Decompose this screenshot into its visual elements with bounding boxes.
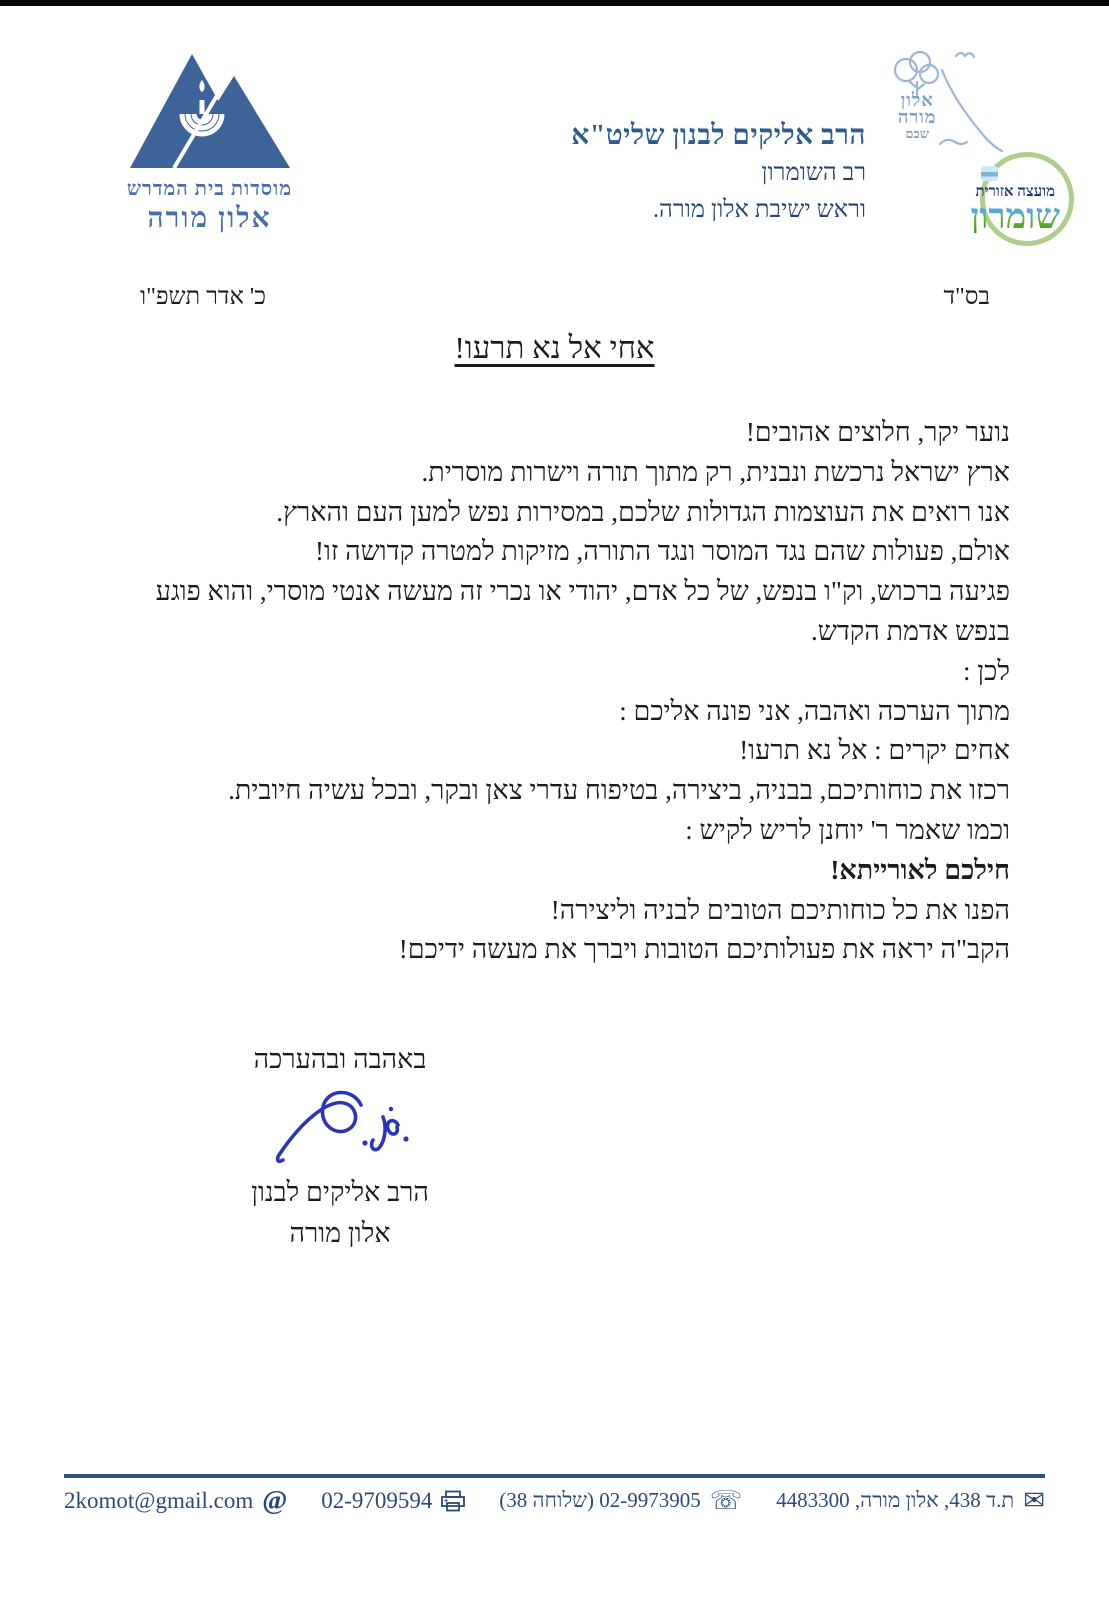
letter-line: חילכם לאורייתא! [830, 854, 1010, 885]
rabbi-header [571, 120, 866, 226]
footer-divider [64, 1474, 1045, 1478]
scan-edge [0, 0, 1109, 6]
besed-mark: בס"ד [943, 284, 990, 310]
footer [64, 1487, 1045, 1514]
mountains-menorah-icon [129, 50, 291, 170]
rabbi-subtitle-1: רב השומרון [761, 160, 866, 186]
at-icon: @ [262, 1485, 288, 1515]
org-logo [112, 50, 307, 235]
hebrew-date: כ' אדר תשפ"ו [140, 284, 266, 310]
footer-fax [321, 1488, 465, 1514]
letter-line: הפנו את כל כוחותיכם הטובים לבניה וליצירה! [550, 894, 1010, 925]
footer-address [776, 1485, 1045, 1515]
fax-icon [441, 1490, 465, 1512]
shomron-logo-line1: מועצה אזורית [975, 184, 1055, 200]
letter-line: בנפש אדמת הקדש. [810, 615, 1010, 646]
rabbi-subtitle-2: וראש ישיבת אלון מורה. [653, 197, 866, 223]
signature-block [150, 1044, 530, 1249]
footer-phone-text: 02-9973905 (שלוחה 38) [499, 1488, 701, 1512]
letter-body [90, 413, 1010, 970]
letter-line: ארץ ישראל נרכשת ונבנית, רק מתוך תורה וישרות מוסרית. [421, 456, 1010, 487]
letter-line: אנו רואים את העוצמות הגדולות שלכם, במסירות נפש למען העם והארץ. [276, 496, 1010, 527]
alon-moreh-logo-text [898, 92, 936, 141]
rabbi-title: הרב אליקים לבנון שליט"א [571, 120, 866, 151]
shomron-council-logo [958, 148, 1076, 250]
handwritten-signature-image [265, 1083, 415, 1175]
footer-email [64, 1487, 287, 1514]
footer-phone [499, 1485, 743, 1515]
signature-closing: באהבה ובהערכה [253, 1044, 427, 1074]
org-logo-line2: אלון מורה [147, 203, 272, 234]
footer-fax-text: 02-9709594 [321, 1487, 433, 1513]
footer-email-text: 2komot@gmail.com [64, 1487, 254, 1513]
letter-line: הקב"ה יראה את פעולותיכם הטובות ויברך את מעשה ידיכם! [398, 934, 1010, 965]
letter-line: מתוך הערכה ואהבה, אני פונה אליכם : [619, 695, 1010, 726]
letter-line: נוער יקר, חלוצים אהובים! [745, 417, 1010, 447]
letter-line: אולם, פעולות שהם נגד המוסר ונגד התורה, מזיקות למטרה קדושה זו! [314, 536, 1010, 567]
envelope-icon: ✉ [1023, 1485, 1045, 1515]
shomron-logo-line2: שומרון [970, 197, 1060, 236]
letter-line: וכמו שאמר ר' יוחנן לריש לקיש : [685, 814, 1010, 845]
letter-line: לכן : [963, 655, 1010, 686]
signature-place: אלון מורה [289, 1218, 391, 1248]
footer-address-text: ת.ד 438, אלון מורה, 4483300 [776, 1488, 1015, 1512]
shomron-logo-text [970, 184, 1060, 236]
letter-heading: אחי אל נא תרעו! [454, 330, 655, 365]
alon-moreh-logo-line2: מורה [898, 107, 937, 128]
letter-line: אחים יקרים : אל נא תרעו! [739, 735, 1010, 766]
letter-line: רכזו את כוחותיכם, בבניה, ביצירה, בטיפוח עדרי צאן ובקר, ובכל עשיה חיובית. [228, 775, 1010, 806]
shomron-emblem-icon [981, 166, 998, 181]
alon-moreh-logo-line1: אלון [900, 90, 934, 110]
signature-name: הרב אליקים לבנון [251, 1177, 429, 1207]
telephone-icon: ☏ [709, 1485, 743, 1515]
alon-moreh-logo-line3: שכם [905, 126, 930, 142]
org-logo-line1: מוסדות בית המדרש [126, 178, 293, 200]
letter-line: פגיעה ברכוש, וק"ו בנפש, של כל אדם, יהודי או נכרי זה מעשה אנטי מוסרי, והוא פוגע [155, 576, 1010, 607]
alon-moreh-logo [884, 48, 1009, 158]
